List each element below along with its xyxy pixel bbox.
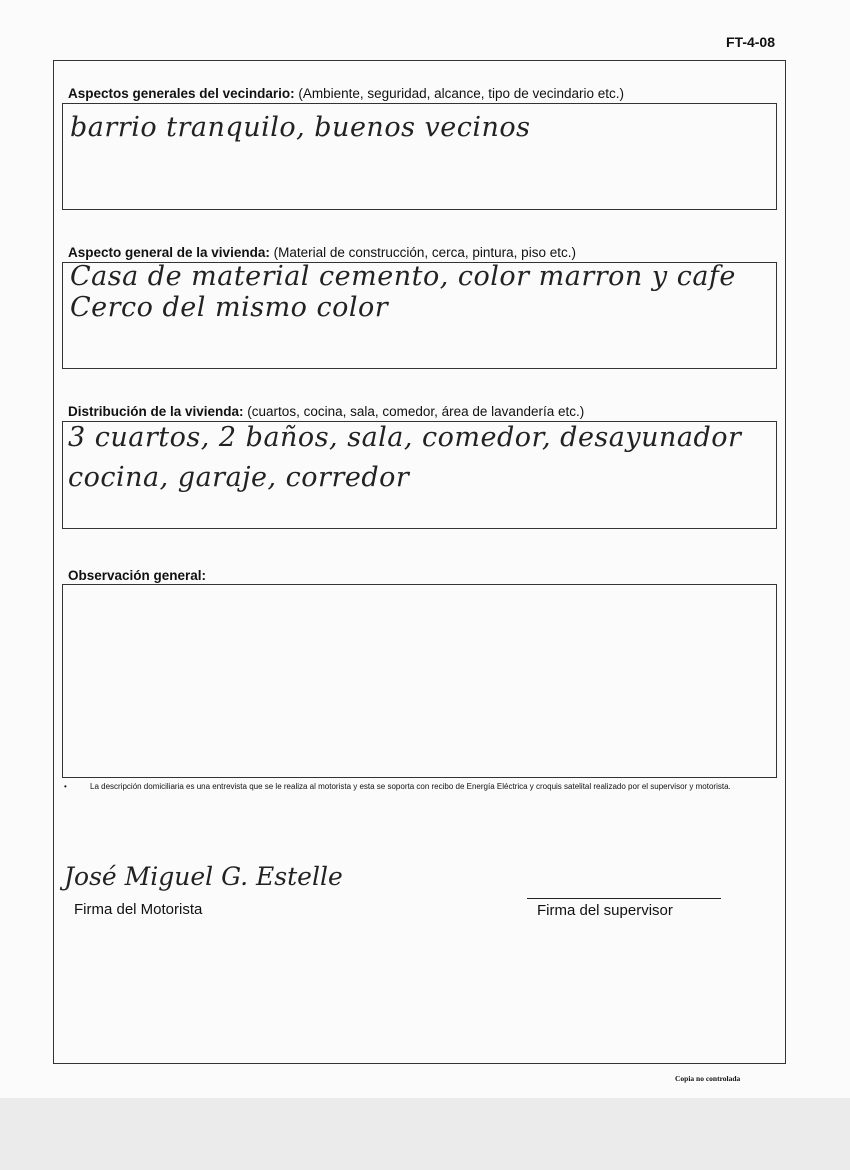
- section-label-vecindario: [68, 86, 624, 101]
- section-hint-distribucion: (cuartos, cocina, sala, comedor, área de lavandería etc.): [243, 404, 585, 419]
- motorista-signature-label: Firma del Motorista: [74, 901, 203, 918]
- section-label-vivienda: [68, 245, 576, 260]
- section-title-vivienda: Aspecto general de la vivienda:: [68, 245, 270, 260]
- answer-vivienda-line1: Casa de material cemento, color marron y cafe: [70, 261, 736, 292]
- answer-box-observacion[interactable]: [62, 584, 777, 778]
- uncontrolled-copy-stamp: Copia no controlada: [675, 1074, 741, 1083]
- section-title-vecindario: Aspectos generales del vecindario:: [68, 86, 295, 101]
- section-label-observacion: [68, 568, 206, 583]
- answer-distribucion-line2: cocina, garaje, corredor: [68, 462, 410, 493]
- footnote-text: La descripción domiciliaria es una entrevista que se le realiza al motorista y esta se soporta con recibo de Energía Eléctrica y croquis satelital realizado por el supervisor y motorista.: [90, 782, 731, 791]
- section-hint-vecindario: (Ambiente, seguridad, alcance, tipo de vecindario etc.): [294, 86, 625, 101]
- answer-vecindario-line1: barrio tranquilo, buenos vecinos: [70, 112, 531, 143]
- section-title-distribucion: Distribución de la vivienda:: [68, 404, 244, 419]
- answer-vivienda-line2: Cerco del mismo color: [70, 292, 389, 323]
- section-label-distribucion: [68, 404, 584, 419]
- answer-distribucion-line1: 3 cuartos, 2 baños, sala, comedor, desayunador: [68, 422, 742, 453]
- form-code: FT-4-08: [725, 34, 775, 50]
- motorista-signature: José Miguel G. Estelle: [64, 862, 343, 891]
- footnote-bullet: •: [64, 782, 67, 791]
- supervisor-signature-line[interactable]: [527, 898, 721, 899]
- supervisor-signature-label: Firma del supervisor: [537, 902, 673, 919]
- section-hint-vivienda: (Material de construcción, cerca, pintura, piso etc.): [269, 245, 576, 260]
- section-title-observacion: Observación general:: [68, 568, 207, 583]
